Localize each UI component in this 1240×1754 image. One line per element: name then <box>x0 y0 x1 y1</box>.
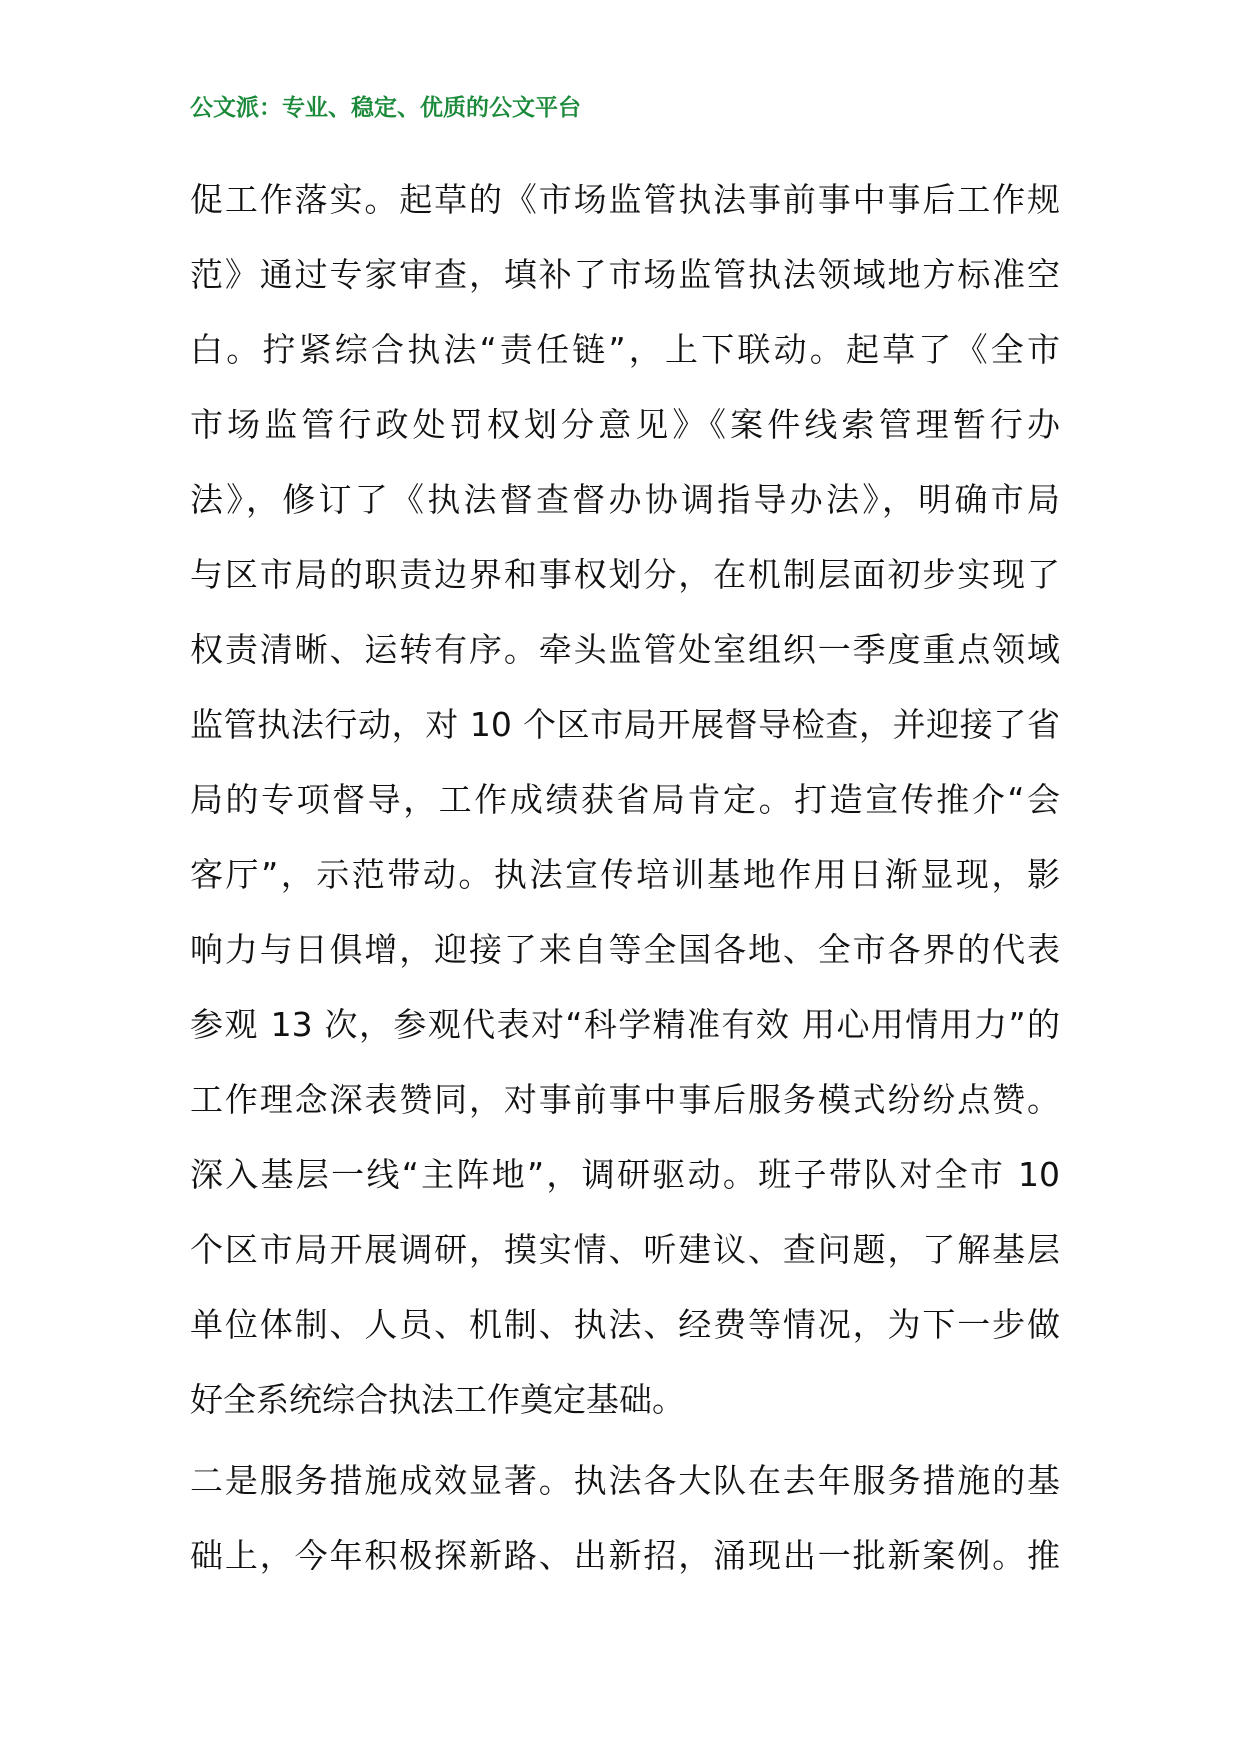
paragraph-1 <box>190 162 1060 1437</box>
text-line: 深入基层一线“主阵地”，调研驱动。班子带队对全市 10 <box>190 1155 1060 1194</box>
text-line: 权责清晰、运转有序。牵头监管处室组织一季度重点领域 <box>190 630 1060 669</box>
text-line: 局的专项督导，工作成绩获省局肯定。打造宣传推介“会 <box>190 780 1060 819</box>
text-line: 法》，修订了《执法督查督办协调指导办法》，明确市局 <box>190 480 1060 519</box>
text-line: 市场监管行政处罚权划分意见》《案件线索管理暂行办 <box>190 405 1060 444</box>
text-line: 响力与日俱增，迎接了来自等全国各地、全市各界的代表 <box>190 930 1060 969</box>
text-line: 个区市局开展调研，摸实情、听建议、查问题，了解基层 <box>190 1230 1060 1269</box>
text-line: 础上，今年积极探新路、出新招，涌现出一批新案例。推 <box>190 1536 1060 1575</box>
text-line: 与区市局的职责边界和事权划分，在机制层面初步实现了 <box>190 555 1060 594</box>
document-body <box>190 162 1060 1593</box>
text-line: 好全系统综合执法工作奠定基础。 <box>190 1380 685 1419</box>
text-line: 促工作落实。起草的《市场监管执法事前事中事后工作规 <box>190 180 1060 219</box>
text-line: 单位体制、人员、机制、执法、经费等情况，为下一步做 <box>190 1305 1060 1344</box>
paragraph-2 <box>190 1443 1060 1593</box>
page-header: 公文派：专业、稳定、优质的公文平台 <box>190 94 581 121</box>
text-line: 客厅”，示范带动。执法宣传培训基地作用日渐显现，影 <box>190 855 1060 894</box>
text-line: 工作理念深表赞同，对事前事中事后服务模式纷纷点赞。 <box>190 1080 1060 1119</box>
text-line: 监管执法行动，对 10 个区市局开展督导检查，并迎接了省 <box>190 705 1060 744</box>
text-line: 白。拧紧综合执法“责任链”，上下联动。起草了《全市 <box>190 330 1060 369</box>
text-line: 二是服务措施成效显著。执法各大队在去年服务措施的基 <box>190 1461 1060 1500</box>
text-line: 参观 13 次，参观代表对“科学精准有效 用心用情用力”的 <box>190 1005 1060 1044</box>
text-line: 范》通过专家审查，填补了市场监管执法领域地方标准空 <box>190 255 1060 294</box>
